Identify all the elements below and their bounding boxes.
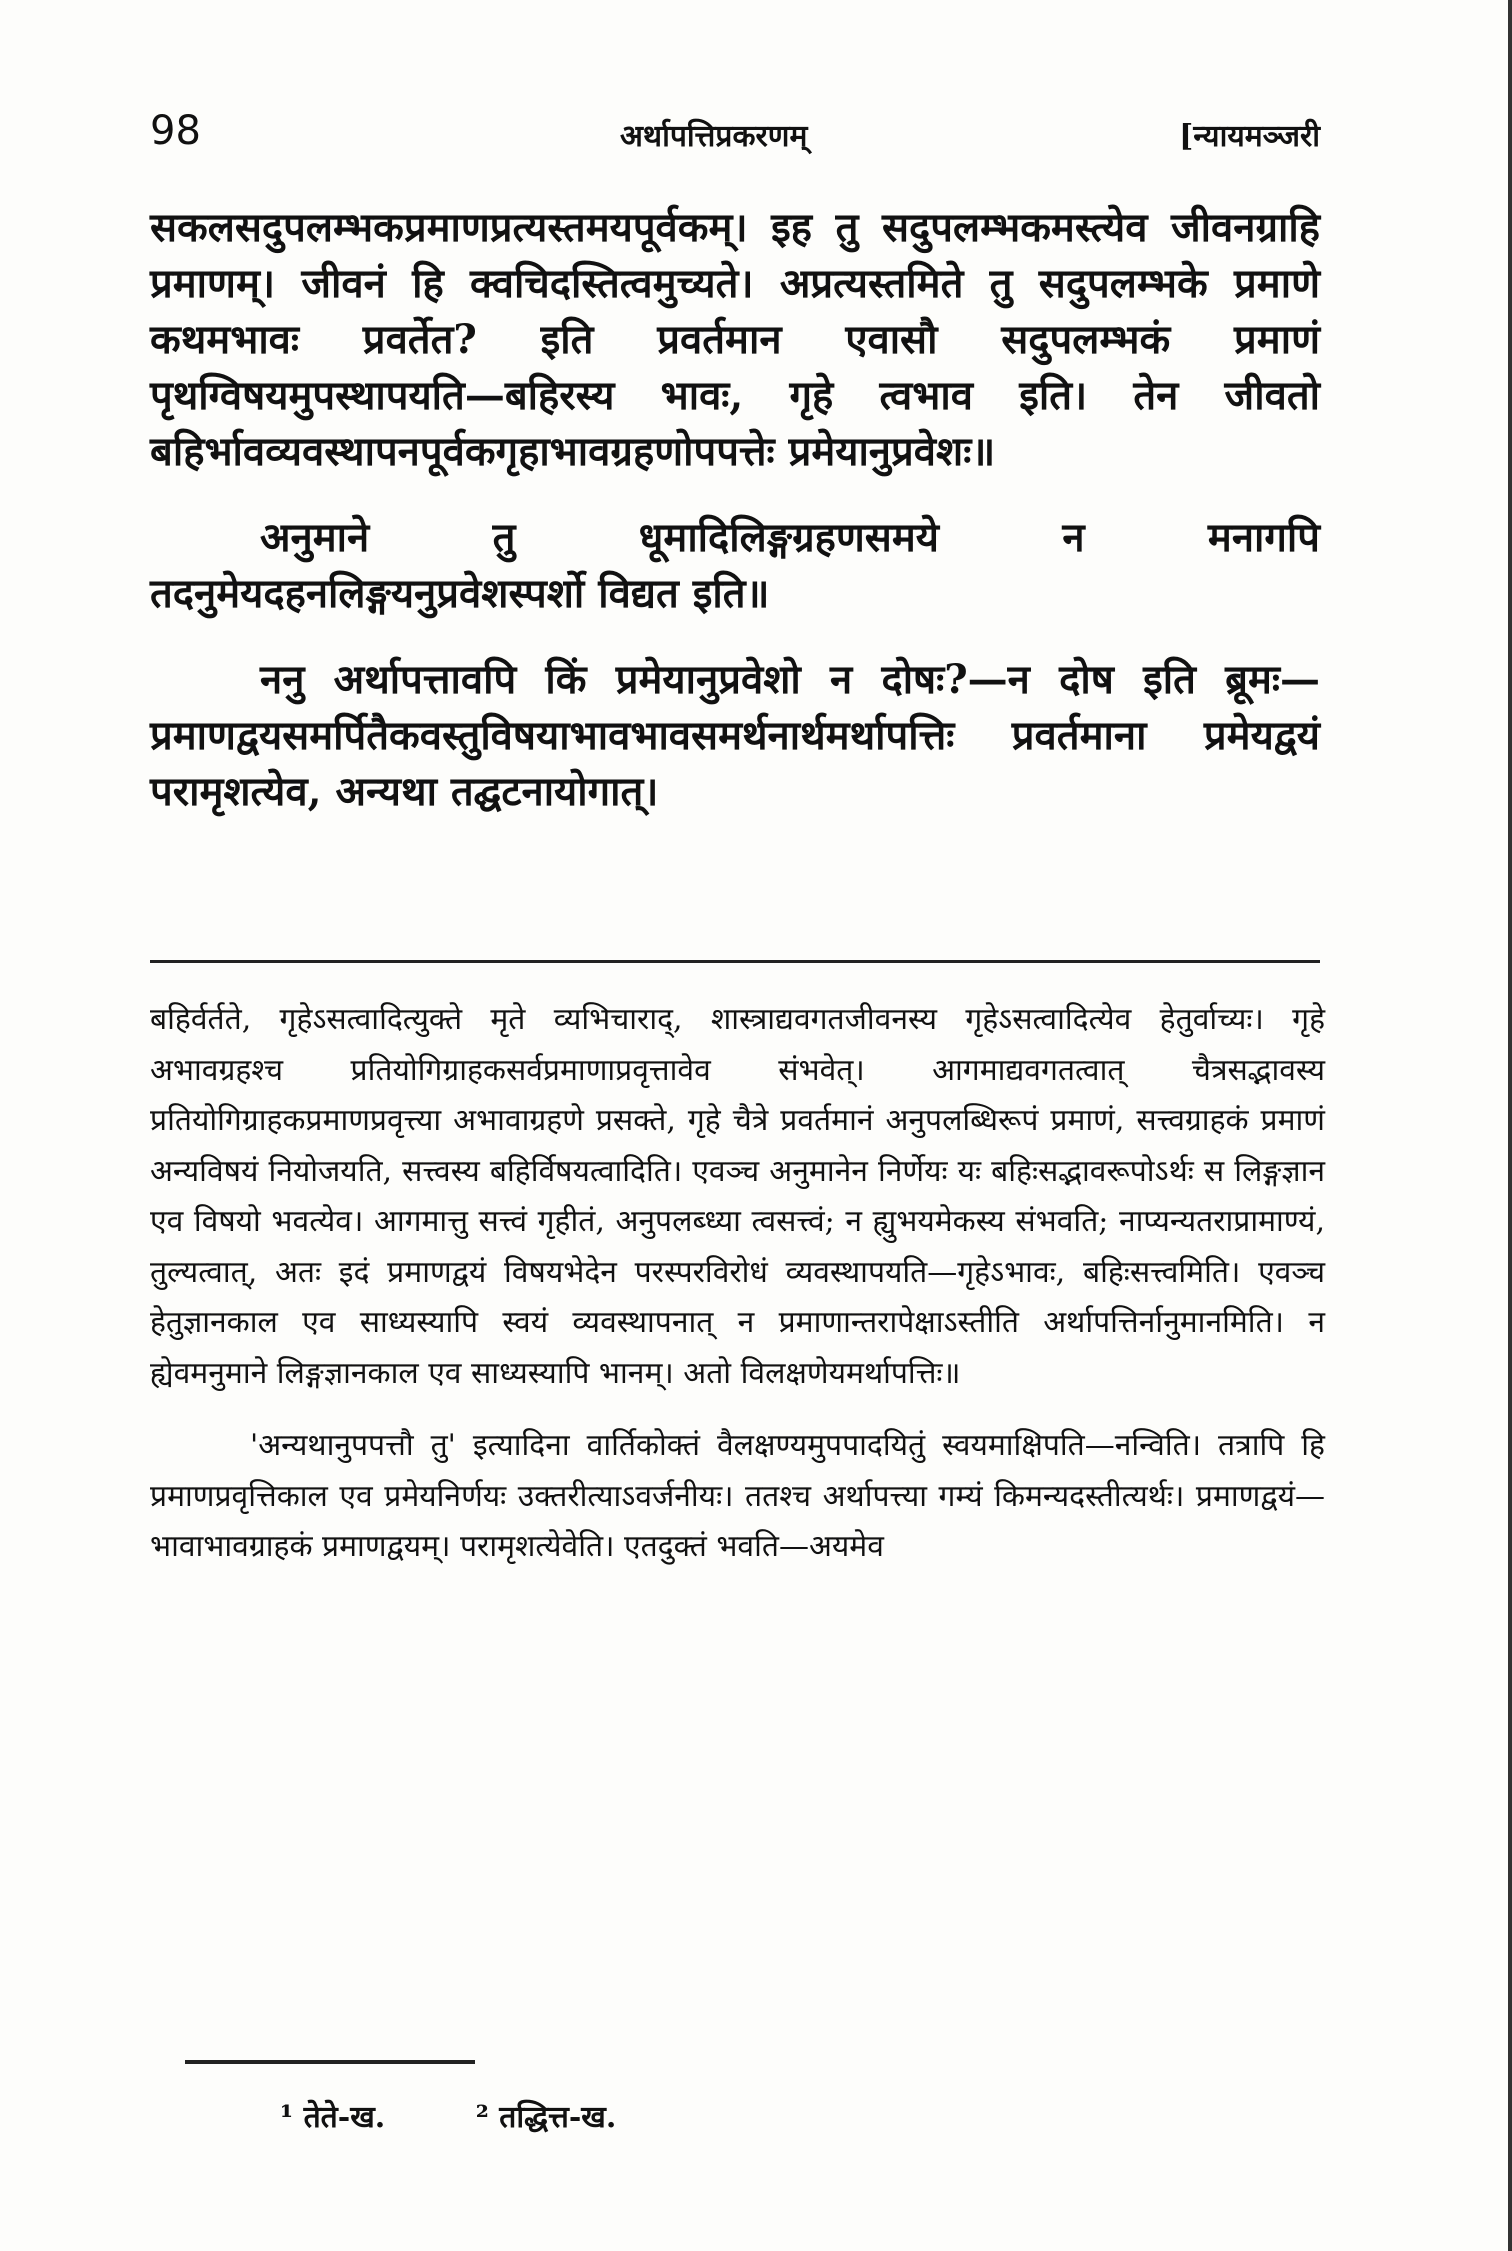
main-text xyxy=(150,200,1320,850)
commentary-text xyxy=(150,995,1325,1595)
commentary-paragraph: बहिर्वर्तते, गृहेऽसत्वादित्युक्ते मृते व्यभिचाराद्, शास्त्राद्यवगतजीवनस्य गृहेऽसत्वादित्येव हेतुर्वाच्यः। गृहे अभावग्रहश्च प्रतियोगिग्राहकसर्वप्रमाणाप्रवृत्तावेव संभवेत्। आगमाद्यवगतत्वात् चैत्रसद्भावस्य प्रतियोगिग्राहकप्रमाणप्रवृत्त्या अभावाग्रहणे प्रसक्ते, गृहे चैत्रे प्रवर्तमानं अनुपलब्धिरूपं प्रमाणं, सत्त्वग्राहकं प्रमाणं अन्यविषयं नियोजयति, सत्त्वस्य बहिर्विषयत्वादिति। एवञ्च अनुमानेन निर्णेयः यः बहिःसद्भावरूपोऽर्थः स लिङ्गज्ञान एव विषयो भवत्येव। आगमात्तु सत्त्वं गृहीतं, अनुपलब्ध्या त्वसत्त्वं; न ह्युभयमेकस्य संभवति; नाप्यन्यतराप्रामाण्यं, तुल्यत्वात्, अतः इदं प्रमाणद्वयं विषयभेदेन परस्परविरोधं व्यवस्थापयति—गृहेऽभावः, बहिःसत्त्वमिति। एवञ्च हेतुज्ञानकाल एव साध्यस्यापि स्वयं व्यवस्थापनात् न प्रमाणान्तरापेक्षाऽस्तीति अर्थापत्तिर्नानुमानमिति। न ह्येवमनुमाने लिङ्गज्ञानकाल एव साध्यस्यापि भानम्। अतो विलक्षणेयमर्थापत्तिः॥ xyxy=(150,1002,1325,1391)
main-paragraph: सकलसदुपलम्भकप्रमाणप्रत्यस्तमयपूर्वकम्। इह तु सदुपलम्भकमस्त्येव जीवनग्राहि प्रमाणम्। जीवनं हि क्वचिदस्तित्वमुच्यते। अप्रत्यस्तमिते तु सदुपलम्भके प्रमाणे कथमभावः प्रवर्तेत? इति प्रवर्तमान एवासौ सदुपलम्भकं प्रमाणं पृथग्विषयमुपस्थापयति—बहिरस्य भावः, गृहे त्वभाव इति। तेन जीवतो बहिर्भावव्यवस्थापनपूर्वकगृहाभावग्रहणोपपत्तेः प्रमेयानुप्रवेशः॥ xyxy=(150,204,1320,475)
footnote-item: ² तद्धित्त-ख. xyxy=(475,2100,617,2135)
main-paragraph: अनुमाने तु धूमादिलिङ्गग्रहणसमये न मनागपि तदनुमेयदहनलिङ्गयनुप्रवेशस्पर्शो विद्यत इति॥ xyxy=(150,514,1320,617)
main-paragraph: ननु अर्थापत्तावपि किं प्रमेयानुप्रवेशो न दोषः?—न दोष इति ब्रूमः—प्रमाणद्वयसमर्पितैकवस्तुविषयाभावभावसमर्थनार्थमर्थापत्तिः प्रवर्तमाना प्रमेयद्वयं परामृशत्येव, अन्यथा तद्घटनायोगात्। xyxy=(150,656,1320,815)
commentary-paragraph: 'अन्यथानुपपत्तौ तु' इत्यादिना वार्तिकोक्तं वैलक्षण्यमुपपादयितुं स्वयमाक्षिपति—नन्विति। तत्रापि हि प्रमाणप्रवृत्तिकाल एव प्रमेयनिर्णयः उक्तरीत्याऽवर्जनीयः। ततश्च अर्थापत्त्या गम्यं किमन्यदस्तीत्यर्थः। प्रमाणद्वयं—भावाभावग्राहकं प्रमाणद्वयम्। परामृशत्येवेति। एतदुक्तं भवति—अयमेव xyxy=(150,1428,1325,1564)
section-tag: [न्यायमञ्जरी xyxy=(1179,119,1320,154)
running-title: अर्थापत्तिप्रकरणम् xyxy=(620,119,808,154)
page-edge xyxy=(1508,0,1512,2251)
footnotes xyxy=(280,2095,696,2136)
section-divider xyxy=(150,960,1320,963)
footnote-item: ¹ तेते-ख. xyxy=(280,2100,386,2135)
footnote-divider xyxy=(185,2060,475,2064)
page-number: 98 xyxy=(150,108,201,154)
page-header xyxy=(150,108,1320,168)
